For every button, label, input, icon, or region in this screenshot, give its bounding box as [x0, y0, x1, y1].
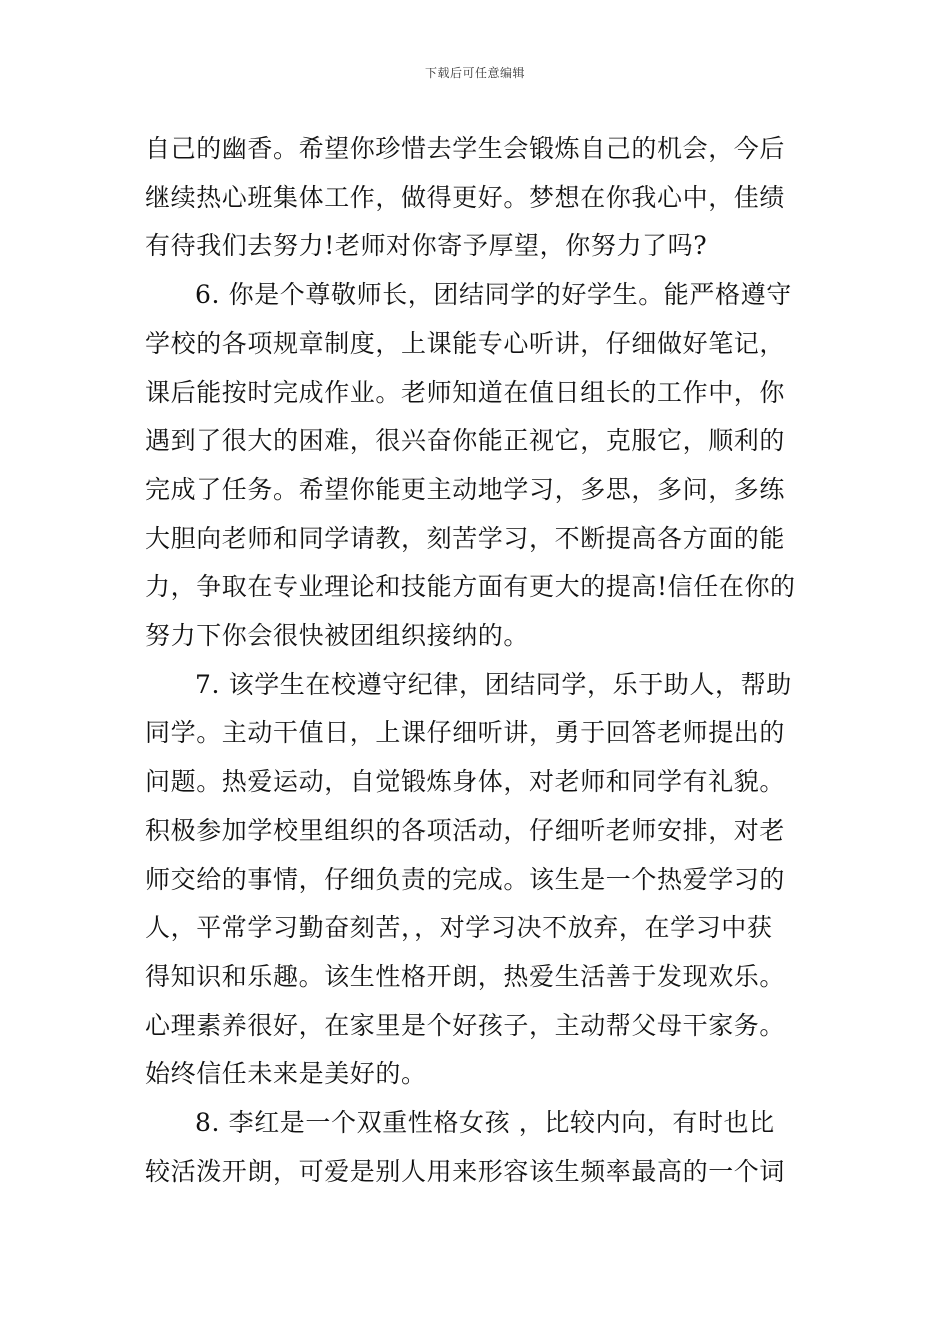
text-line: 继续热心班集体工作，做得更好。梦想在你我心中，佳绩 [145, 182, 786, 212]
text-line: 大胆向老师和同学请教，刻苦学习，不断提高各方面的能 [145, 523, 786, 553]
paragraph-first-line: 6. 你是个尊敬师长，团结同学的好学生。能严格遵守 [195, 280, 792, 310]
paragraph-first-line: 8. 李红是一个双重性格女孩 ，比较内向，有时也比 [195, 1108, 775, 1137]
text-line: 较活泼开朗，可爱是别人用来形容该生频率最高的一个词 [145, 1156, 786, 1186]
text-line: 问题。热爱运动，自觉锻炼身体，对老师和同学有礼貌。 [145, 767, 786, 797]
text-line: 课后能按时完成作业。老师知道在值日组长的工作中，你 [145, 377, 786, 407]
text-line: 遇到了很大的困难，很兴奋你能正视它，克服它，顺利的 [145, 426, 786, 456]
text-line: 始终信任未来是美好的。 [145, 1059, 427, 1089]
text-line: 自己的幽香。希望你珍惜去学生会锻炼自己的机会，今后 [145, 134, 786, 163]
paragraph-first-line: 7. 该学生在校遵守纪律，团结同学，乐于助人，帮助 [195, 669, 792, 699]
text-line: 得知识和乐趣。该生性格开朗，热爱生活善于发现欢乐。 [145, 961, 786, 991]
text-line: 力，争取在专业理论和技能方面有更大的提高!信任在你的 [145, 572, 796, 602]
text-line: 师交给的事情，仔细负责的完成。该生是一个热爱学习的 [145, 864, 786, 894]
text-line: 积极参加学校里组织的各项活动，仔细听老师安排，对老 [145, 815, 786, 845]
text-line: 人，平常学习勤奋刻苦，，对学习决不放弃，在学习中获 [145, 913, 773, 943]
text-line: 同学。主动干值日，上课仔细听讲，勇于回答老师提出的 [145, 718, 786, 748]
page-header: 下载后可任意编辑 [424, 66, 525, 80]
text-line: 有待我们去努力!老师对你寄予厚望，你努力了吗? [145, 231, 708, 261]
text-line: 努力下你会很快被团组织接纳的。 [145, 621, 530, 650]
text-line: 学校的各项规章制度，上课能专心听讲，仔细做好笔记， [145, 328, 786, 358]
text-line: 心理素养很好，在家里是个好孩子，主动帮父母干家务。 [145, 1010, 786, 1040]
text-line: 完成了任务。希望你能更主动地学习，多思，多问，多练 [145, 474, 786, 504]
